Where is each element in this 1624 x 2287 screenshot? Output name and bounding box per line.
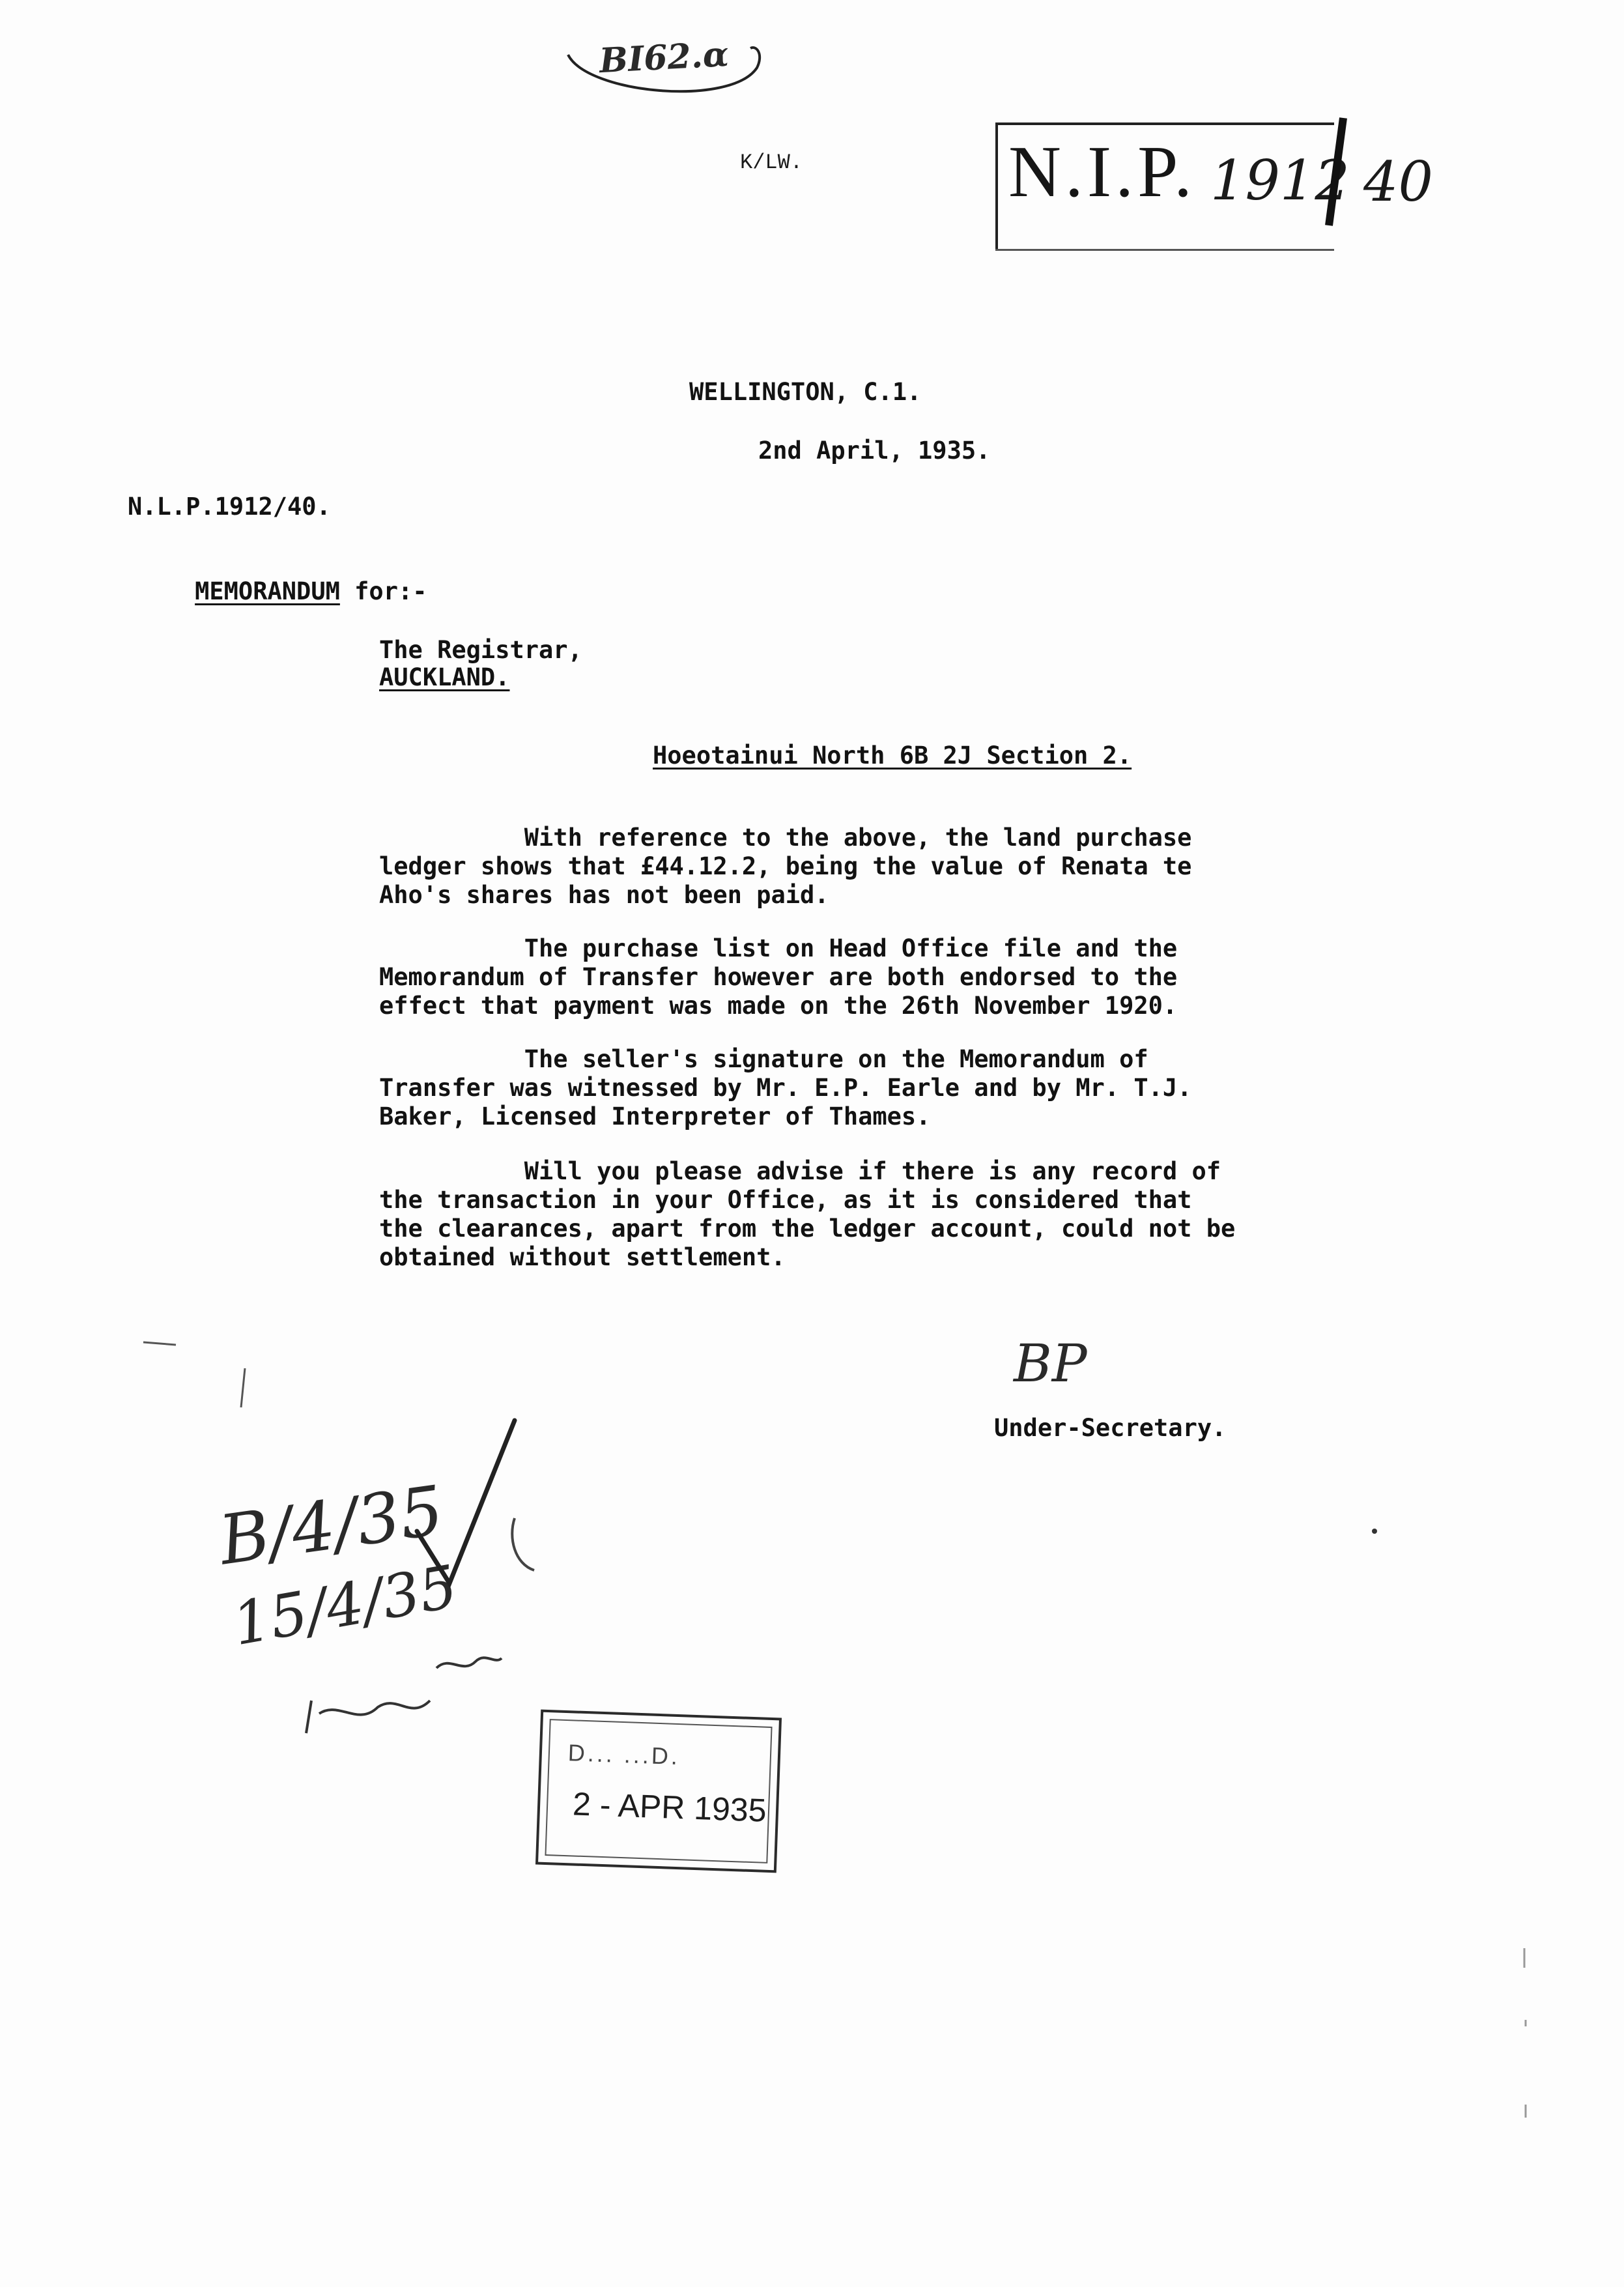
body-paragraph-1 [379, 824, 1408, 910]
stamp-printed-text: N.I.P. [1008, 132, 1197, 212]
handwritten-note-1: B/4/35 [214, 1470, 448, 1581]
file-reference: N.L.P.1912/40. [128, 493, 331, 521]
stamp-border-bottom [995, 249, 1334, 251]
stamp-date-text: 2 - APR 1935 [572, 1785, 767, 1829]
memorandum-line [137, 549, 427, 635]
stamp-office-text: D... ...D. [567, 1739, 681, 1770]
recipient-title: The Registrar, [379, 636, 582, 664]
paragraph-line: effect that payment was made on the 26th November 1920. [379, 992, 1178, 1020]
stamp-border-left [995, 125, 998, 249]
paragraph-line: Baker, Licensed Interpreter of Thames. [379, 1102, 931, 1130]
handwritten-note-2: 15/4/35 [227, 1552, 463, 1660]
body-paragraph-4 [379, 1157, 1408, 1272]
margin-specks-icon [1355, 1499, 1550, 2150]
memorandum-label: MEMORANDUM [195, 577, 340, 605]
top-scribble-text: BI62.α [598, 34, 730, 81]
paragraph-line: the clearances, apart from the ledger account, could not be [379, 1215, 1236, 1243]
paragraph-line: Memorandum of Transfer however are both endorsed to the [379, 963, 1178, 991]
received-date-stamp [535, 1710, 782, 1873]
handwritten-mark-icon [502, 1512, 560, 1577]
paragraph-line: Will you please advise if there is any record of [379, 1157, 1221, 1185]
stamp-border-top [995, 122, 1334, 125]
signature-initials: BP [1014, 1333, 1087, 1394]
body-paragraph-3 [379, 1045, 1408, 1131]
subject-line: Hoeotainui North 6B 2J Section 2. [653, 741, 1132, 770]
body-paragraph-2 [379, 934, 1408, 1020]
paragraph-line: The seller's signature on the Memorandum of [379, 1045, 1148, 1073]
margin-tick-icon [137, 1329, 267, 1414]
sender-city: WELLINGTON, C.1. [689, 378, 922, 406]
paragraph-line: With reference to the above, the land purchase [379, 824, 1192, 852]
stamp-handwritten-suffix: 40 [1363, 150, 1433, 214]
file-number-stamp [995, 117, 1433, 255]
signatory-title: Under-Secretary. [994, 1414, 1227, 1442]
stamp-slash-icon [1317, 115, 1356, 232]
letter-date: 2nd April, 1935. [758, 437, 991, 465]
memorandum-for: for:- [339, 577, 427, 605]
stamp-handwritten-number: 1912 [1210, 149, 1350, 212]
paragraph-line: ledger shows that £44.12.2, being the value of Renata te [379, 852, 1192, 880]
paragraph-line: Aho's shares has not been paid. [379, 881, 829, 909]
paragraph-line: obtained without settlement. [379, 1243, 786, 1271]
paragraph-line: the transaction in your Office, as it is considered that [379, 1186, 1192, 1214]
handwritten-scribble-icon [300, 1629, 515, 1740]
paragraph-line: Transfer was witnessed by Mr. E.P. Earle and by Mr. T.J. [379, 1074, 1192, 1102]
recipient-place: AUCKLAND. [379, 663, 510, 691]
typist-initials: K/LW. [740, 151, 803, 175]
paragraph-line: The purchase list on Head Office file and the [379, 934, 1178, 962]
